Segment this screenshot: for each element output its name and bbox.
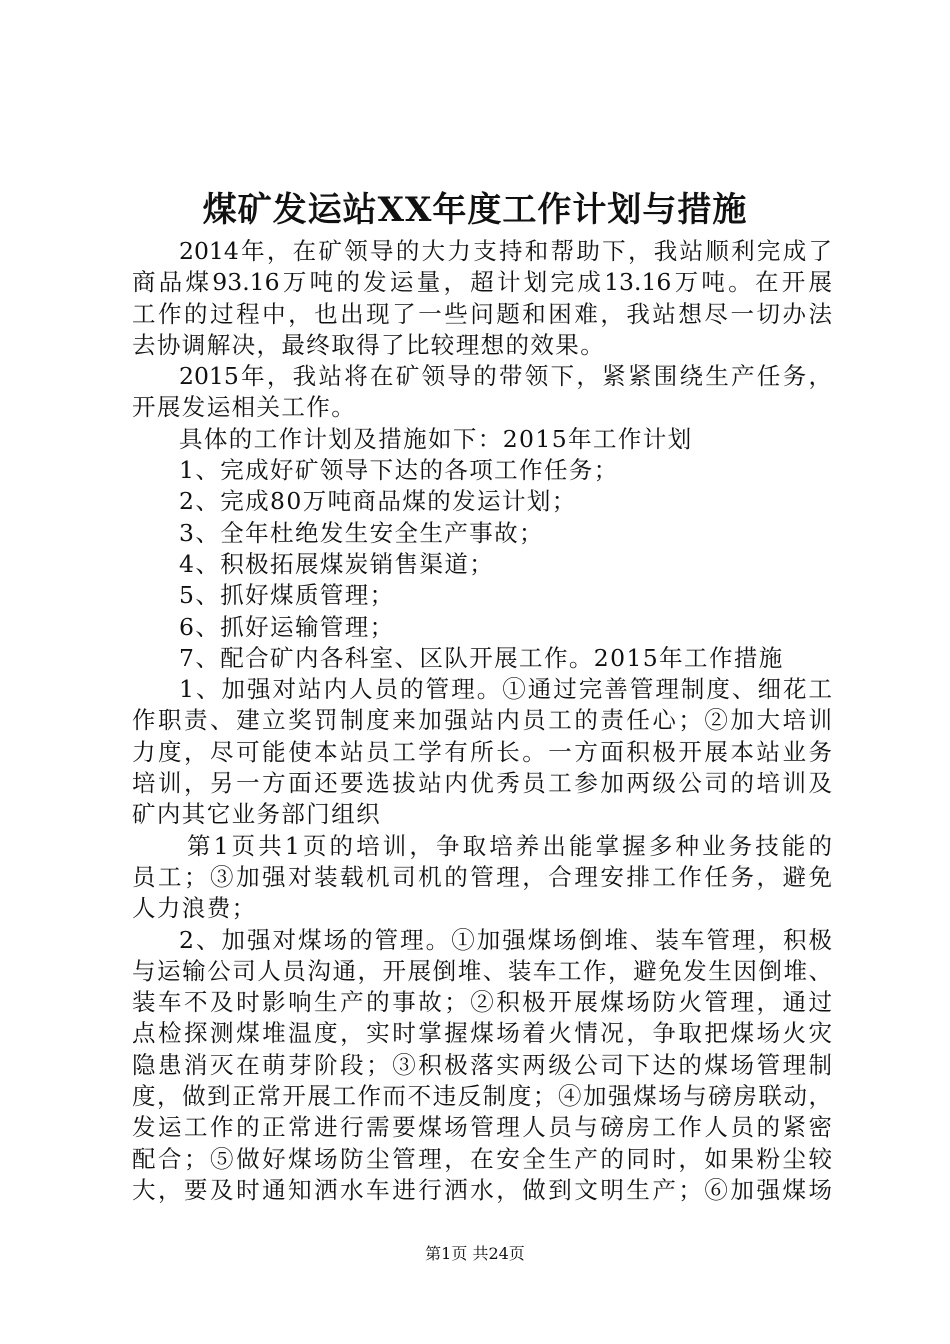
plan-item: 3、全年杜绝发生安全生产事故；: [179, 518, 544, 547]
paragraph-line: 培训，另一方面还要选拔站内优秀员工参加两级公司的培训及: [132, 769, 832, 798]
paragraph-line: 2014年，在矿领导的大力支持和帮助下，我站顺利完成了: [179, 237, 832, 265]
paragraph-line: 商品煤93.16万吨的发运量，超计划完成13.16万吨。在开展: [132, 268, 832, 297]
paragraph-line: 配合；⑤做好煤场防尘管理，在安全生产的同时，如果粉尘较: [132, 1144, 832, 1173]
paragraph-line: 具体的工作计划及措施如下：2015年工作计划: [179, 424, 693, 453]
paragraph-line: 力度，尽可能使本站员工学有所长。一方面积极开展本站业务: [132, 737, 832, 766]
document-body: [132, 236, 832, 1206]
paragraph-line: 发运工作的正常进行需要煤场管理人员与磅房工作人员的紧密: [132, 1113, 832, 1142]
plan-item: 5、抓好煤质管理；: [179, 581, 395, 610]
paragraph-line: 1、加强对站内人员的管理。①通过完善管理制度、细花工: [179, 675, 832, 704]
page-footer: 第1页 共24页: [425, 1244, 525, 1263]
plan-item: 7、配合矿内各科室、区队开展工作。2015年工作措施: [179, 643, 784, 672]
document-title: 煤矿发运站XX年度工作计划与措施: [202, 190, 748, 230]
paragraph-line: 去协调解决，最终取得了比较理想的效果。: [132, 330, 606, 359]
paragraph-line: 大，要及时通知洒水车进行洒水，做到文明生产；⑥加强煤场: [132, 1175, 832, 1204]
plan-item: 1、完成好矿领导下达的各项工作任务；: [179, 456, 619, 485]
paragraph-line: 工作的过程中，也出现了一些问题和困难，我站想尽一切办法: [132, 299, 832, 328]
paragraph-line: 作职责、建立奖罚制度来加强站内员工的责任心；②加大培训: [132, 706, 832, 735]
paragraph-line: 开展发运相关工作。: [132, 393, 357, 422]
plan-item: 4、积极拓展煤炭销售渠道；: [179, 549, 495, 578]
paragraph-line: 点检探测煤堆温度，实时掌握煤场着火情况，争取把煤场火灾: [132, 1019, 832, 1048]
paragraph-line: 度，做到正常开展工作而不违反制度；④加强煤场与磅房联动，: [132, 1082, 832, 1111]
plan-item: 2、完成80万吨商品煤的发运计划；: [179, 487, 577, 516]
paragraph-line: 员工；③加强对装载机司机的管理，合理安排工作任务，避免: [132, 862, 832, 891]
paragraph-line: 2、加强对煤场的管理。①加强煤场倒堆、装车管理，积极: [179, 925, 832, 954]
paragraph-line: 装车不及时影响生产的事故；②积极开展煤场防火管理，通过: [132, 988, 832, 1017]
plan-item: 6、抓好运输管理；: [179, 612, 395, 641]
paragraph-line: 隐患消灭在萌芽阶段；③积极落实两级公司下达的煤场管理制: [132, 1050, 832, 1079]
paragraph-line: 第1页共1页的培训，争取培养出能掌握多种业务技能的: [187, 831, 832, 860]
paragraph-line: 2015年，我站将在矿领导的带领下，紧紧围绕生产任务，: [179, 362, 832, 391]
paragraph-line: 矿内其它业务部门组织: [132, 800, 381, 829]
paragraph-line: 人力浪费；: [132, 894, 257, 923]
paragraph-line: 与运输公司人员沟通，开展倒堆、装车工作，避免发生因倒堆、: [132, 956, 832, 985]
